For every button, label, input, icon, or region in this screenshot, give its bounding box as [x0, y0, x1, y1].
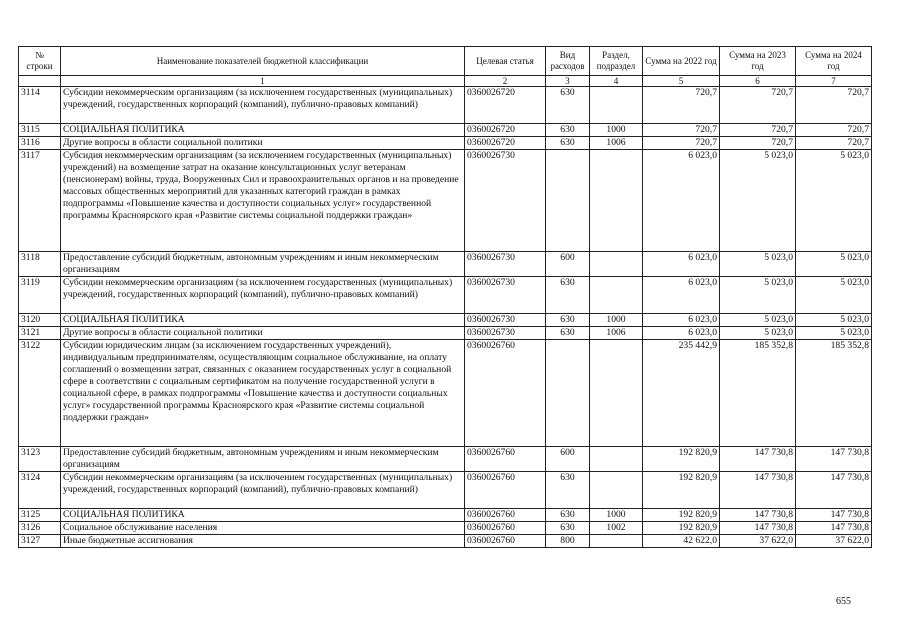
expense-kind: [546, 340, 590, 447]
table-row: [19, 252, 872, 277]
sum-2024: 5 023,0: [796, 314, 872, 327]
target-article: 0360026720: [465, 87, 546, 124]
expense-kind: 630: [546, 137, 590, 150]
row-number: 3118: [19, 252, 61, 277]
section-code: 1000: [590, 124, 643, 137]
expense-kind: 600: [546, 447, 590, 472]
column-number: [19, 76, 61, 87]
section-code: [590, 150, 643, 252]
indicator-name: Субсидии юридическим лицам (за исключением государственных учреждений), индивидуальным предпринимателям, осуществляющим социальное обслуживание, на оплату соглашений о возмещении затрат, связанных с оказанием государственных услуг в социальной сфере в соответствии с социальным сертификатом на получение государственной услуги в социальной сфере, в рамках подпрограммы «Повышение качества и доступности социальных услуг» государственной программы Красноярского края «Развитие системы социальной поддержки граждан»: [61, 340, 465, 447]
target-article: 0360026730: [465, 150, 546, 252]
indicator-name: СОЦИАЛЬНАЯ ПОЛИТИКА: [61, 509, 465, 522]
sum-2023: 147 730,8: [720, 472, 796, 509]
table-row: [19, 522, 872, 535]
expense-kind: 630: [546, 124, 590, 137]
sum-2022: 6 023,0: [643, 314, 720, 327]
section-code: [590, 472, 643, 509]
header-sum-2023: Сумма на 2023 год: [720, 47, 796, 76]
section-code: [590, 277, 643, 314]
indicator-name: Предоставление субсидий бюджетным, автономным учреждениям и иным некоммерческим организациям: [61, 252, 465, 277]
table-row: [19, 447, 872, 472]
sum-2022: 192 820,9: [643, 472, 720, 509]
expense-kind: 600: [546, 252, 590, 277]
sum-2022: 192 820,9: [643, 522, 720, 535]
sum-2022: 6 023,0: [643, 252, 720, 277]
section-code: [590, 252, 643, 277]
table-row: [19, 472, 872, 509]
sum-2024: 720,7: [796, 124, 872, 137]
section-code: [590, 87, 643, 124]
row-number: 3126: [19, 522, 61, 535]
sum-2023: 5 023,0: [720, 150, 796, 252]
target-article: 0360026760: [465, 535, 546, 548]
section-code: 1000: [590, 314, 643, 327]
sum-2023: 185 352,8: [720, 340, 796, 447]
sum-2023: 37 622,0: [720, 535, 796, 548]
section-code: 1006: [590, 327, 643, 340]
indicator-name: Иные бюджетные ассигнования: [61, 535, 465, 548]
target-article: 0360026760: [465, 509, 546, 522]
sum-2023: 147 730,8: [720, 522, 796, 535]
row-number: 3114: [19, 87, 61, 124]
row-number: 3120: [19, 314, 61, 327]
indicator-name: СОЦИАЛЬНАЯ ПОЛИТИКА: [61, 314, 465, 327]
table-row: [19, 124, 872, 137]
target-article: 0360026730: [465, 327, 546, 340]
table-row: [19, 137, 872, 150]
expense-kind: 800: [546, 535, 590, 548]
sum-2022: 6 023,0: [643, 277, 720, 314]
page-number: 655: [836, 596, 851, 607]
expense-kind: 630: [546, 509, 590, 522]
sum-2022: 6 023,0: [643, 327, 720, 340]
sum-2024: 720,7: [796, 87, 872, 124]
row-number: 3122: [19, 340, 61, 447]
sum-2022: 720,7: [643, 87, 720, 124]
indicator-name: Другие вопросы в области социальной политики: [61, 327, 465, 340]
sum-2022: 235 442,9: [643, 340, 720, 447]
table-row: [19, 314, 872, 327]
target-article: 0360026720: [465, 124, 546, 137]
indicator-name: Предоставление субсидий бюджетным, автономным учреждениям и иным некоммерческим организациям: [61, 447, 465, 472]
header-target: Целевая статья: [465, 47, 546, 76]
header-row: [19, 47, 872, 76]
sum-2023: 720,7: [720, 137, 796, 150]
section-code: [590, 340, 643, 447]
section-code: 1006: [590, 137, 643, 150]
expense-kind: 630: [546, 314, 590, 327]
row-number: 3125: [19, 509, 61, 522]
indicator-name: Субсидии некоммерческим организациям (за исключением государственных (муниципальных) учреждений, государственных корпораций (компаний), публично-правовых компаний): [61, 87, 465, 124]
sum-2023: 720,7: [720, 87, 796, 124]
table-body: [19, 87, 872, 548]
expense-kind: 630: [546, 327, 590, 340]
expense-kind: 630: [546, 87, 590, 124]
sum-2024: 5 023,0: [796, 252, 872, 277]
sum-2024: 37 622,0: [796, 535, 872, 548]
row-number: 3115: [19, 124, 61, 137]
target-article: 0360026760: [465, 522, 546, 535]
sum-2024: 5 023,0: [796, 277, 872, 314]
expense-kind: [546, 150, 590, 252]
section-code: 1002: [590, 522, 643, 535]
row-number: 3123: [19, 447, 61, 472]
sum-2024: 5 023,0: [796, 150, 872, 252]
indicator-name: Социальное обслуживание населения: [61, 522, 465, 535]
sum-2023: 720,7: [720, 124, 796, 137]
target-article: 0360026760: [465, 472, 546, 509]
section-code: 1000: [590, 509, 643, 522]
sum-2022: 720,7: [643, 137, 720, 150]
target-article: 0360026720: [465, 137, 546, 150]
column-number: 6: [720, 76, 796, 87]
column-number: 1: [61, 76, 465, 87]
section-code: [590, 447, 643, 472]
table-row: [19, 150, 872, 252]
sum-2024: 185 352,8: [796, 340, 872, 447]
indicator-name: Субсидия некоммерческим организациям (за исключением государственных (муниципальных) учреждений) на возмещение затрат на оказание консультационных услуг ветеранам (пенсионерам) войны, труда, Вооруженных Сил и правоохранительных органов и на проведение массовых общественных мероприятий для указанных категорий граждан в рамках подпрограммы «Повышение качества и доступности социальных услуг» государственной программы Красноярского края «Развитие системы социальной поддержки граждан»: [61, 150, 465, 252]
target-article: 0360026730: [465, 277, 546, 314]
indicator-name: Другие вопросы в области социальной политики: [61, 137, 465, 150]
budget-table: [18, 46, 872, 548]
sum-2022: 720,7: [643, 124, 720, 137]
row-number: 3119: [19, 277, 61, 314]
target-article: 0360026760: [465, 447, 546, 472]
row-number: 3127: [19, 535, 61, 548]
target-article: 0360026760: [465, 340, 546, 447]
sum-2023: 5 023,0: [720, 327, 796, 340]
sum-2022: 192 820,9: [643, 509, 720, 522]
sum-2023: 5 023,0: [720, 314, 796, 327]
column-number: 5: [643, 76, 720, 87]
column-number: 2: [465, 76, 546, 87]
sum-2024: 147 730,8: [796, 447, 872, 472]
indicator-name: Субсидии некоммерческим организациям (за исключением государственных (муниципальных) учреждений, государственных корпораций (компаний), публично-правовых компаний): [61, 277, 465, 314]
header-section: Раздел, подраздел: [590, 47, 643, 76]
sum-2022: 6 023,0: [643, 150, 720, 252]
table-row: [19, 535, 872, 548]
indicator-name: Субсидии некоммерческим организациям (за исключением государственных (муниципальных) учреждений, государственных корпораций (компаний), публично-правовых компаний): [61, 472, 465, 509]
row-number: 3121: [19, 327, 61, 340]
expense-kind: 630: [546, 522, 590, 535]
table-row: [19, 327, 872, 340]
sum-2023: 147 730,8: [720, 447, 796, 472]
header-sum-2022: Сумма на 2022 год: [643, 47, 720, 76]
sum-2023: 5 023,0: [720, 252, 796, 277]
row-number: 3117: [19, 150, 61, 252]
sum-2024: 147 730,8: [796, 472, 872, 509]
expense-kind: 630: [546, 277, 590, 314]
target-article: 0360026730: [465, 314, 546, 327]
table-row: [19, 509, 872, 522]
header-row-no: № строки: [19, 47, 61, 76]
row-number: 3124: [19, 472, 61, 509]
column-number: 4: [590, 76, 643, 87]
sum-2023: 147 730,8: [720, 509, 796, 522]
sum-2022: 42 622,0: [643, 535, 720, 548]
target-article: 0360026730: [465, 252, 546, 277]
column-number-row: [19, 76, 872, 87]
header-sum-2024: Сумма на 2024 год: [796, 47, 872, 76]
sum-2024: 147 730,8: [796, 522, 872, 535]
sum-2024: 720,7: [796, 137, 872, 150]
indicator-name: СОЦИАЛЬНАЯ ПОЛИТИКА: [61, 124, 465, 137]
table-row: [19, 277, 872, 314]
section-code: [590, 535, 643, 548]
sum-2024: 5 023,0: [796, 327, 872, 340]
sum-2024: 147 730,8: [796, 509, 872, 522]
sum-2023: 5 023,0: [720, 277, 796, 314]
header-name: Наименование показателей бюджетной классификации: [61, 47, 465, 76]
column-number: 3: [546, 76, 590, 87]
expense-kind: 630: [546, 472, 590, 509]
column-number: 7: [796, 76, 872, 87]
table-row: [19, 340, 872, 447]
sum-2022: 192 820,9: [643, 447, 720, 472]
table-row: [19, 87, 872, 124]
row-number: 3116: [19, 137, 61, 150]
header-kind: Вид расходов: [546, 47, 590, 76]
